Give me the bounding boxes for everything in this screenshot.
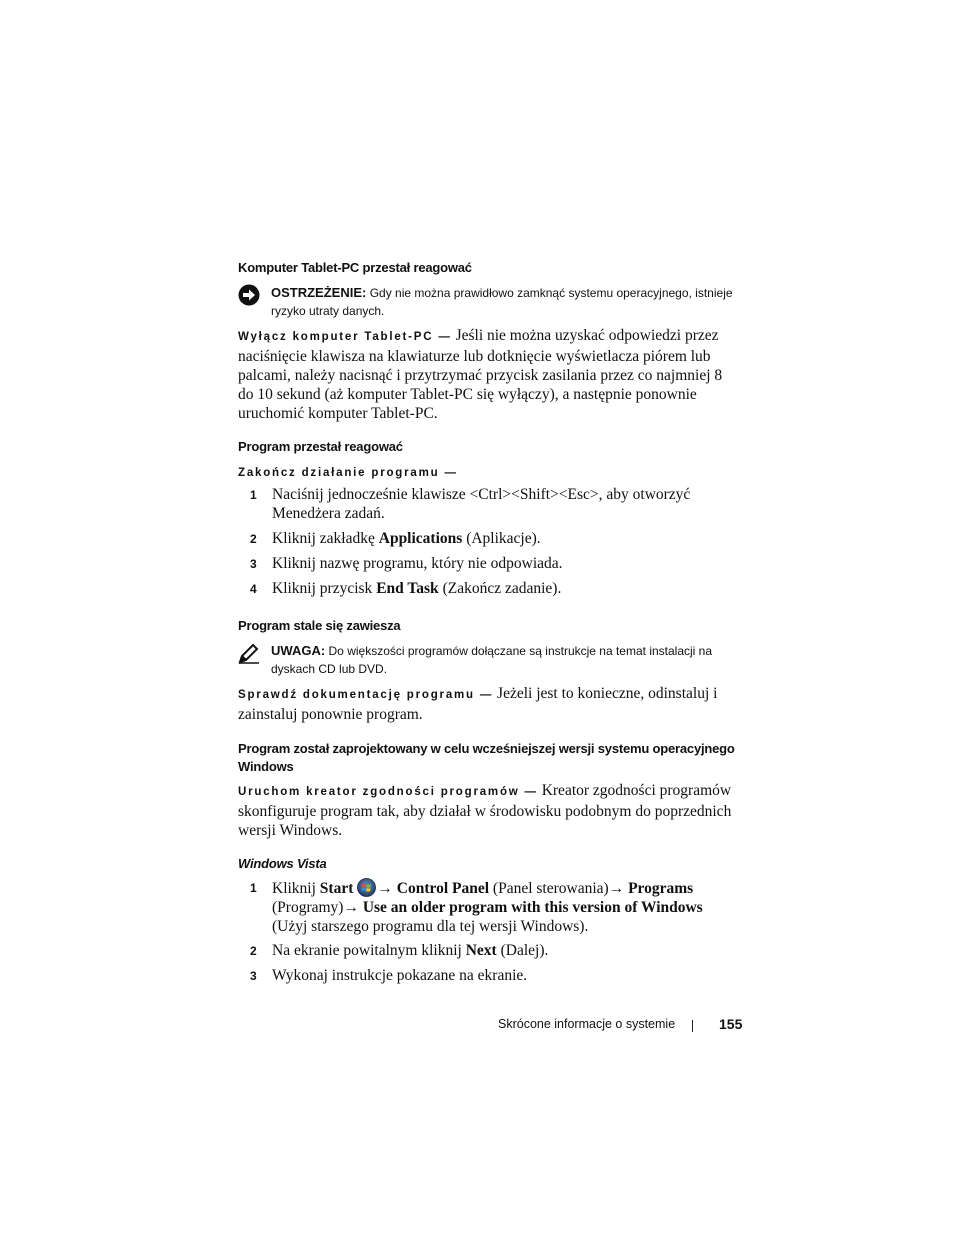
list-item: 1 Naciśnij jednocześnie klawisze <Ctrl><Shift><Esc>, aby otworzyć Menedżera zadań. — [250, 486, 691, 522]
heading-program-not-responding: Program przestał reagować — [238, 439, 403, 454]
warning-text: Gdy nie można prawidłowo zamknąć systemu operacyjnego, istnieje ryzyko utraty danych. — [271, 286, 733, 318]
footer-section-title: Skrócone informacje o systemie — [498, 1017, 676, 1031]
paragraph-tablet-shutdown — [238, 326, 738, 423]
runin-end-program: Zakończ działanie programu — — [238, 467, 458, 479]
list-item: 2 Kliknij zakładkę Applications (Aplikacje). — [250, 530, 541, 547]
note-text: Do większości programów dołączane są instrukcje na temat instalacji na dyskach CD lub DVD. — [271, 644, 713, 676]
paragraph-text: Jeśli nie można uzyskać odpowiedzi przez naciśnięcie klawisza na klawiaturze lub dotknięcie wyświetlacza piórem lub palcami, należy nacisnąć i przytrzymać przycisk zasilania przez co najmniej 8 do 10 sekund (aż komputer Tablet-PC się wyłączy), a następnie ponownie uruchomić komputer Tablet-PC. — [238, 327, 723, 422]
warning-label: OSTRZEŻENIE: — [271, 285, 367, 300]
paragraph-check-docs — [238, 684, 738, 724]
subheading-windows-vista: Windows Vista — [238, 856, 327, 871]
runin-title: Sprawdź dokumentację programu — — [238, 689, 494, 701]
runin-title: Wyłącz komputer Tablet-PC — — [238, 331, 452, 343]
footer-divider — [692, 1020, 693, 1032]
note-label: UWAGA: — [271, 643, 326, 658]
paragraph-text: Kreator zgodności programów skonfiguruje program tak, aby działał w środowisku podobnym do poprzednich wersji Windows. — [238, 782, 732, 839]
list-item: 3 Wykonaj instrukcje pokazane na ekranie. — [250, 967, 528, 984]
heading-program-hangs: Program stale się zawiesza — [238, 618, 401, 633]
runin-title: Uruchom kreator zgodności programów — — [238, 786, 538, 798]
paragraph-text: Jeżeli jest to konieczne, odinstaluj i zainstaluj ponownie program. — [238, 685, 718, 723]
list-item: 3 Kliknij nazwę programu, który nie odpowiada. — [250, 555, 563, 572]
note-notice — [238, 642, 738, 678]
warning-notice — [238, 284, 738, 320]
paragraph-compat-wizard — [238, 781, 738, 840]
windows-start-icon — [357, 878, 376, 897]
warning-icon — [238, 284, 260, 306]
heading-tablet-not-responding: Komputer Tablet-PC przestał reagować — [238, 260, 472, 275]
list-item: 1 Kliknij Start → Control Panel (Panel sterowania)→ Programs (Programy)→ Use an older program with this version of Windows (Użyj starszego programu dla tej wersji Windows). — [250, 880, 703, 935]
list-item: 4 Kliknij przycisk End Task (Zakończ zadanie). — [250, 580, 562, 597]
page-number: 155 — [719, 1016, 743, 1032]
heading-older-windows: Program został zaprojektowany w celu wcześniejszej wersji systemu operacyjnego Windows — [238, 741, 735, 774]
pencil-note-icon — [238, 642, 260, 664]
list-item: 2 Na ekranie powitalnym kliknij Next (Dalej). — [250, 942, 549, 959]
